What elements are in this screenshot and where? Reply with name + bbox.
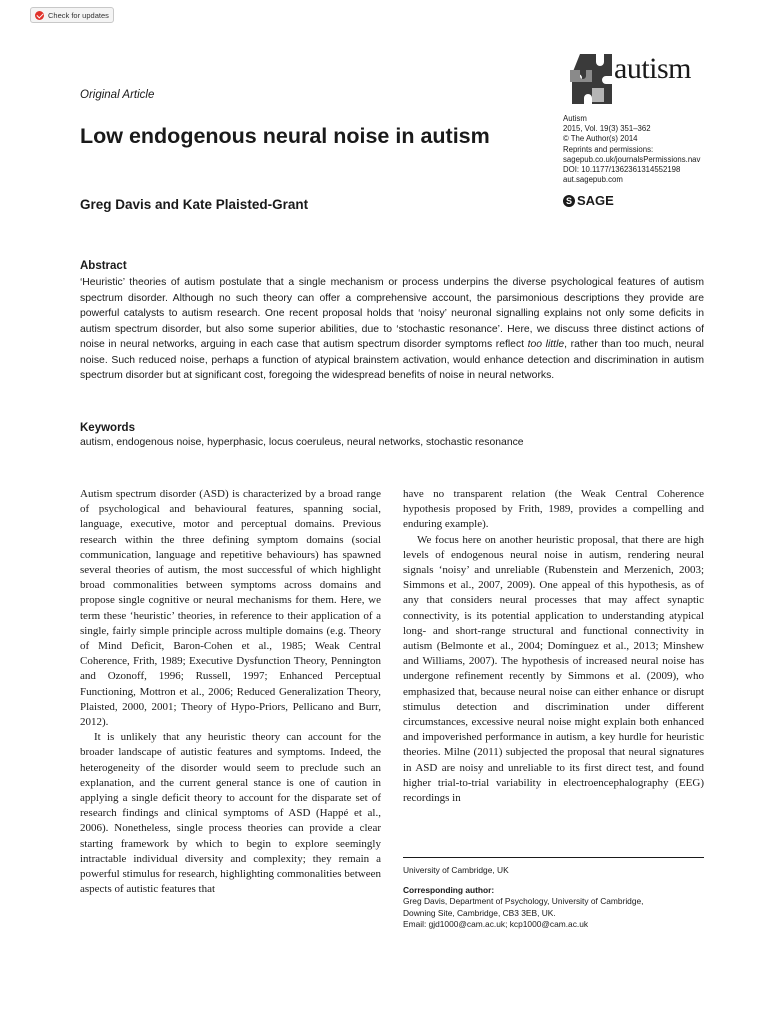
check-updates-icon: [35, 11, 44, 20]
keywords-heading: Keywords: [80, 422, 135, 434]
body-paragraph: Autism spectrum disorder (ASD) is characterized by a broad range of psychological and behavioural features, spanning social, language, executive, motor and perceptual domains. Previous research within the three defining symptom domains (social communication, language and repetitive behaviours) has spawned several theories of autism, the most successful of which highlight broad commonalities between symptoms across domains and propose single cognitive or neural mechanisms for them. Here, we term these ‘heuristic’ theories, in reference to their application of a single, fairly simple principle across multiple domains (e.g. Theory of Mind Deficit, Baron-Cohen et al., 1985; Weak Central Coherence, Frith, 1989; Executive Dysfunction Theory, Pennington and Ozonoff, 1996; Russell, 1997; Enhanced Perceptual Functioning, Mottron et al., 2006; Reduced Generalization Theory, Plaisted, 2000, 2001; Theory of Hypo-Priors, Pellicano and Burr, 2012).: [80, 488, 381, 729]
journal-meta: [563, 114, 700, 185]
corr-email[interactable]: Email: gjd1000@cam.ac.uk; kcp1000@cam.ac.uk: [403, 919, 589, 930]
corr-label: Corresponding author:: [403, 885, 495, 895]
body-paragraph: It is unlikely that any heuristic theory can account for the broader landscape of autistic features and symptoms. Indeed, the heterogeneity of the disorder would seem to preclude such an explanation, and the current general stance is one of caution in applying a single deficit theory to account for the disparate set of research findings and clinical symptoms of ASD (Happé et al., 2006). Nonetheless, single process theories can provide a clear starting framework by which to begin to explore seemingly intractable individual diversity and complexity; they remain a powerful stimulus for research, highlighting commonalities between aspects of autistic features that: [80, 731, 381, 896]
abstract-emphasis: too little: [527, 339, 565, 350]
sage-s-icon: S: [563, 195, 575, 207]
body-column-left: [80, 487, 381, 897]
article-title: Low endogenous neural noise in autism: [80, 124, 490, 148]
meta-citation: 2015, Vol. 19(3) 351–362: [563, 124, 651, 134]
check-updates-label: Check for updates: [48, 10, 109, 20]
corr-name: Greg Davis, Department of Psychology, University of Cambridge,: [403, 896, 644, 907]
meta-copyright: © The Author(s) 2014: [563, 134, 638, 144]
meta-journal: Autism: [563, 114, 587, 123]
body-column-right: [403, 487, 704, 806]
corr-address: Downing Site, Cambridge, CB3 3EB, UK.: [403, 907, 556, 918]
article-type: Original Article: [80, 89, 155, 101]
meta-reprints: Reprints and permissions:: [563, 144, 654, 154]
footnote-divider: [403, 857, 704, 858]
publisher-logo: [563, 193, 614, 208]
authors: Greg Davis and Kate Plaisted-Grant: [80, 197, 309, 212]
keywords-text: autism, endogenous noise, hyperphasic, locus coeruleus, neural networks, stochastic resonance: [80, 437, 524, 448]
corresponding-author: [403, 885, 704, 931]
meta-doi[interactable]: DOI: 10.1177/1362361314552198: [563, 165, 681, 175]
journal-logo: [566, 48, 711, 108]
body-paragraph: We focus here on another heuristic proposal, that there are high levels of endogenous neural noise in autism, rendering neural signals ‘noisy’ and unreliable (Rubenstein and Merzenich, 2003; Simmons et al., 2007, 2009). One appeal of this hypothesis, as of any that considers neural processes that may affect synaptic connectivity, is its potential application to understanding atypical long- and short-range structural and functional connectivity in autism (Belmonte et al., 2004; Domínguez et al., 2013; Minshew and Williams, 2007). The hypothesis of increased neural noise has undergone refinement recently by Simmons et al. (2009), who emphasized that, because neural noise can either enhance or disrupt stimulus detection and discrimination under different circumstances, excessive neural noise might explain both enhanced and impoverished performance in autism, a key hurdle for heuristic theories. Milne (2011) subjected the proposal that neural signatures in ASD are noisy and unreliable to its first direct test, and found higher trial-to-trial variability in electroencephalography (EEG) recordings in: [403, 533, 704, 805]
abstract-heading: Abstract: [80, 260, 127, 272]
check-for-updates-button[interactable]: [30, 7, 114, 23]
affiliation: University of Cambridge, UK: [403, 865, 509, 875]
meta-reprints-link[interactable]: sagepub.co.uk/journalsPermissions.nav: [563, 154, 701, 164]
abstract-text: ‘Heuristic’ theories of autism postulate that a single mechanism or process underpins the diverse psychological features of autism spectrum disorder. Although no such theory can offer a comprehensive account, the parsimonious descriptions they provide are powerful catalysts to autism research. One recent proposal holds that ‘noisy’ neuronal signalling explains not only some deficits in autism spectrum disorder, but also some superior abilities, due to ‘stochastic resonance’. Here, we discuss three distinct actions of noise in neural networks, arguing in each case that autism spectrum disorder symptoms reflect too little, rather than too much, neural noise. Such reduced noise, perhaps a function of atypical brainstem activation, would enhance detection and discrimination in autism spectrum disorder but at significant cost, foregoing the widespread benefits of noise in neural networks.: [80, 277, 704, 381]
publisher-name: SAGE: [577, 193, 614, 208]
meta-site-link[interactable]: aut.sagepub.com: [563, 175, 623, 185]
puzzle-logo-icon: [566, 48, 616, 108]
journal-name: autism: [614, 52, 691, 85]
body-paragraph: have no transparent relation (the Weak Central Coherence hypothesis proposed by Frith, 1989, provides a compelling and enduring example).: [403, 488, 704, 531]
